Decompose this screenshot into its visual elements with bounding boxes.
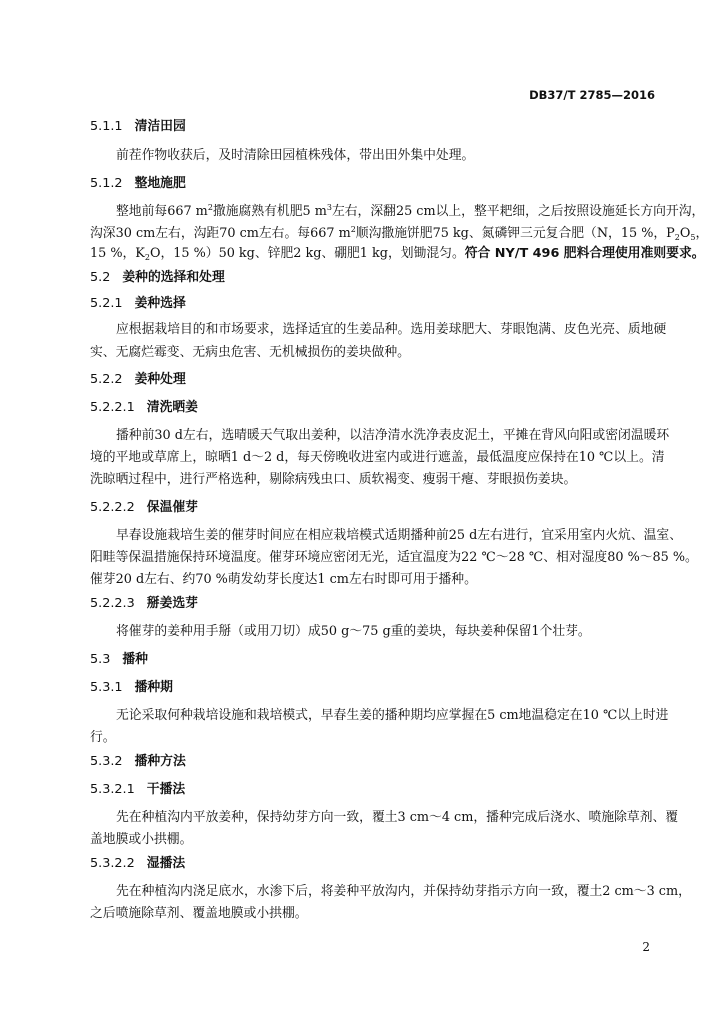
paragraph-5-2-1-line-1: 应根据栽培目的和市场要求，选择适宜的生姜品种。选用姜球肥大、芽眼饱满、皮色光亮、质地硬 [116,322,667,337]
paragraph-5-2-2-1-line-3: 洗晾晒过程中，进行严格选种，剔除病残虫口、质软褐变、瘦弱干瘪、芽眼损伤姜块。 [90,472,577,487]
heading-title: 姜种处理 [134,372,186,387]
heading-5-2 [90,269,655,287]
heading-5-2-2-2 [90,499,655,517]
heading-5-3 [90,651,655,669]
heading-title: 整地施肥 [134,176,186,191]
text-run: 顺沟撒施饼肥75 kg、氮磷钾三元复合肥（N，15 %，P [355,226,675,241]
heading-5-3-2 [90,753,655,771]
heading-number: 5.3.1 [90,680,123,695]
text-run: 15 %，K [90,246,145,261]
heading-title: 湿播法 [146,856,186,871]
paragraph-5-3-2-1-line-2: 盖地膜或小拱棚。 [90,832,193,847]
text-run: 整地前每667 m [116,204,208,219]
text-run: 左右，深翻25 cm以上，整平耙细，之后按照设施延长方向开沟， [331,204,705,219]
paragraph-5-2-2-2-line-3: 催芽20 d左右、约70 %萌发幼芽长度达1 cm左右时即可用于播种。 [90,572,477,587]
paragraph-5-3-1-line-1: 无论采取何种栽培设施和栽培模式，早春生姜的播种期均应掌握在5 cm地温稳定在10 ℃以上时进 [116,708,669,723]
heading-title: 姜种选择 [134,296,186,311]
paragraph-5-3-2-1-line-1: 先在种植沟内平放姜种，保持幼芽方向一致，覆土3 cm～4 cm，播种完成后浇水、喷施除草剂、覆 [116,810,679,825]
paragraph-5-2-1-line-2: 实、无腐烂霉变、无病虫危害、无机械损伤的姜块做种。 [90,345,410,360]
subscript: 5 [690,233,696,242]
heading-number: 5.3 [90,652,111,667]
paragraph-5-3-2-2-line-2: 之后喷施除草剂、覆盖地膜或小拱棚。 [90,906,308,921]
heading-5-3-1 [90,679,655,697]
text-run: 撒施腐熟有机肥5 m [212,204,327,219]
page-number: 2 [642,940,650,954]
text-run: ， [695,226,709,241]
heading-number: 5.1.1 [90,119,123,134]
superscript: 3 [326,203,332,212]
bold-requirement-text: 符合 NY/T 496 肥料合理使用准则要求。 [464,246,705,261]
heading-number: 5.3.2 [90,754,123,769]
heading-title: 掰姜选芽 [146,596,198,611]
paragraph-5-2-2-2-line-1: 早春设施栽培生姜的催芽时间应在相应栽培模式适期播种前25 d左右进行，宜采用室内火炕、温室、 [116,528,683,543]
heading-5-1-2 [90,175,655,193]
text-run: 沟深30 cm左右，沟距70 cm左右。每667 m [90,226,351,241]
heading-number: 5.1.2 [90,176,123,191]
subscript: 2 [674,233,680,242]
heading-5-2-2-3 [90,595,655,613]
paragraph-5-3-1-line-2: 行。 [90,730,116,745]
paragraph-5-1-2-line-3 [90,245,705,263]
heading-number: 5.2.1 [90,296,123,311]
paragraph-5-1-2-line-1 [116,203,705,221]
heading-number: 5.2.2.1 [90,400,135,415]
superscript: 2 [207,203,213,212]
paragraph-5-1-1-line-1: 前茬作物收获后，及时清除田园植株残体，带出田外集中处理。 [116,148,475,163]
paragraph-5-1-2-line-2 [90,225,709,243]
paragraph-5-2-2-1-line-2: 境的平地或草席上，晾晒1 d～2 d，每天傍晚收进室内或进行遮盖，最低温度应保持在10 ℃以上。清 [90,450,665,465]
heading-number: 5.2 [90,270,111,285]
heading-title: 干播法 [146,782,186,797]
heading-title: 播种期 [134,680,173,695]
heading-title: 清洗晒姜 [146,400,198,415]
paragraph-5-2-2-3-line-1: 将催芽的姜种用手掰（或用刀切）成50 g～75 g重的姜块，每块姜种保留1个壮芽。 [116,624,591,639]
heading-5-3-2-1 [90,781,655,799]
heading-5-2-2-1 [90,399,655,417]
heading-number: 5.2.2.2 [90,500,135,515]
subscript: 2 [144,253,150,262]
heading-title: 保温催芽 [146,500,198,515]
heading-number: 5.3.2.2 [90,856,135,871]
text-run: O [679,226,691,241]
heading-title: 播种方法 [134,754,186,769]
heading-title: 清洁田园 [134,119,186,134]
superscript: 2 [350,225,356,234]
heading-title: 播种 [122,652,148,667]
heading-5-1-1 [90,118,655,136]
paragraph-5-3-2-2-line-1: 先在种植沟内浇足底水，水渗下后，将姜种平放沟内，并保持幼芽指示方向一致，覆土2 cm～3 cm， [116,884,691,899]
document-code: DB37/T 2785—2016 [529,88,655,102]
heading-5-2-1 [90,295,655,313]
heading-number: 5.2.2.3 [90,596,135,611]
heading-5-3-2-2 [90,855,655,873]
heading-number: 5.3.2.1 [90,782,135,797]
heading-number: 5.2.2 [90,372,123,387]
text-run: O，15 %）50 kg、锌肥2 kg、硼肥1 kg，划锄混匀。 [149,246,465,261]
paragraph-5-2-2-1-line-1: 播种前30 d左右，选晴暖天气取出姜种，以洁净清水洗净表皮泥土，平摊在背风向阳或密闭温暖环 [116,428,670,443]
paragraph-5-2-2-2-line-2: 阳畦等保温措施保持环境温度。催芽环境应密闭无光，适宜温度为22 ℃～28 ℃、相对湿度80 %～85 %。 [90,550,698,565]
heading-title: 姜种的选择和处理 [122,270,225,285]
heading-5-2-2 [90,371,655,389]
